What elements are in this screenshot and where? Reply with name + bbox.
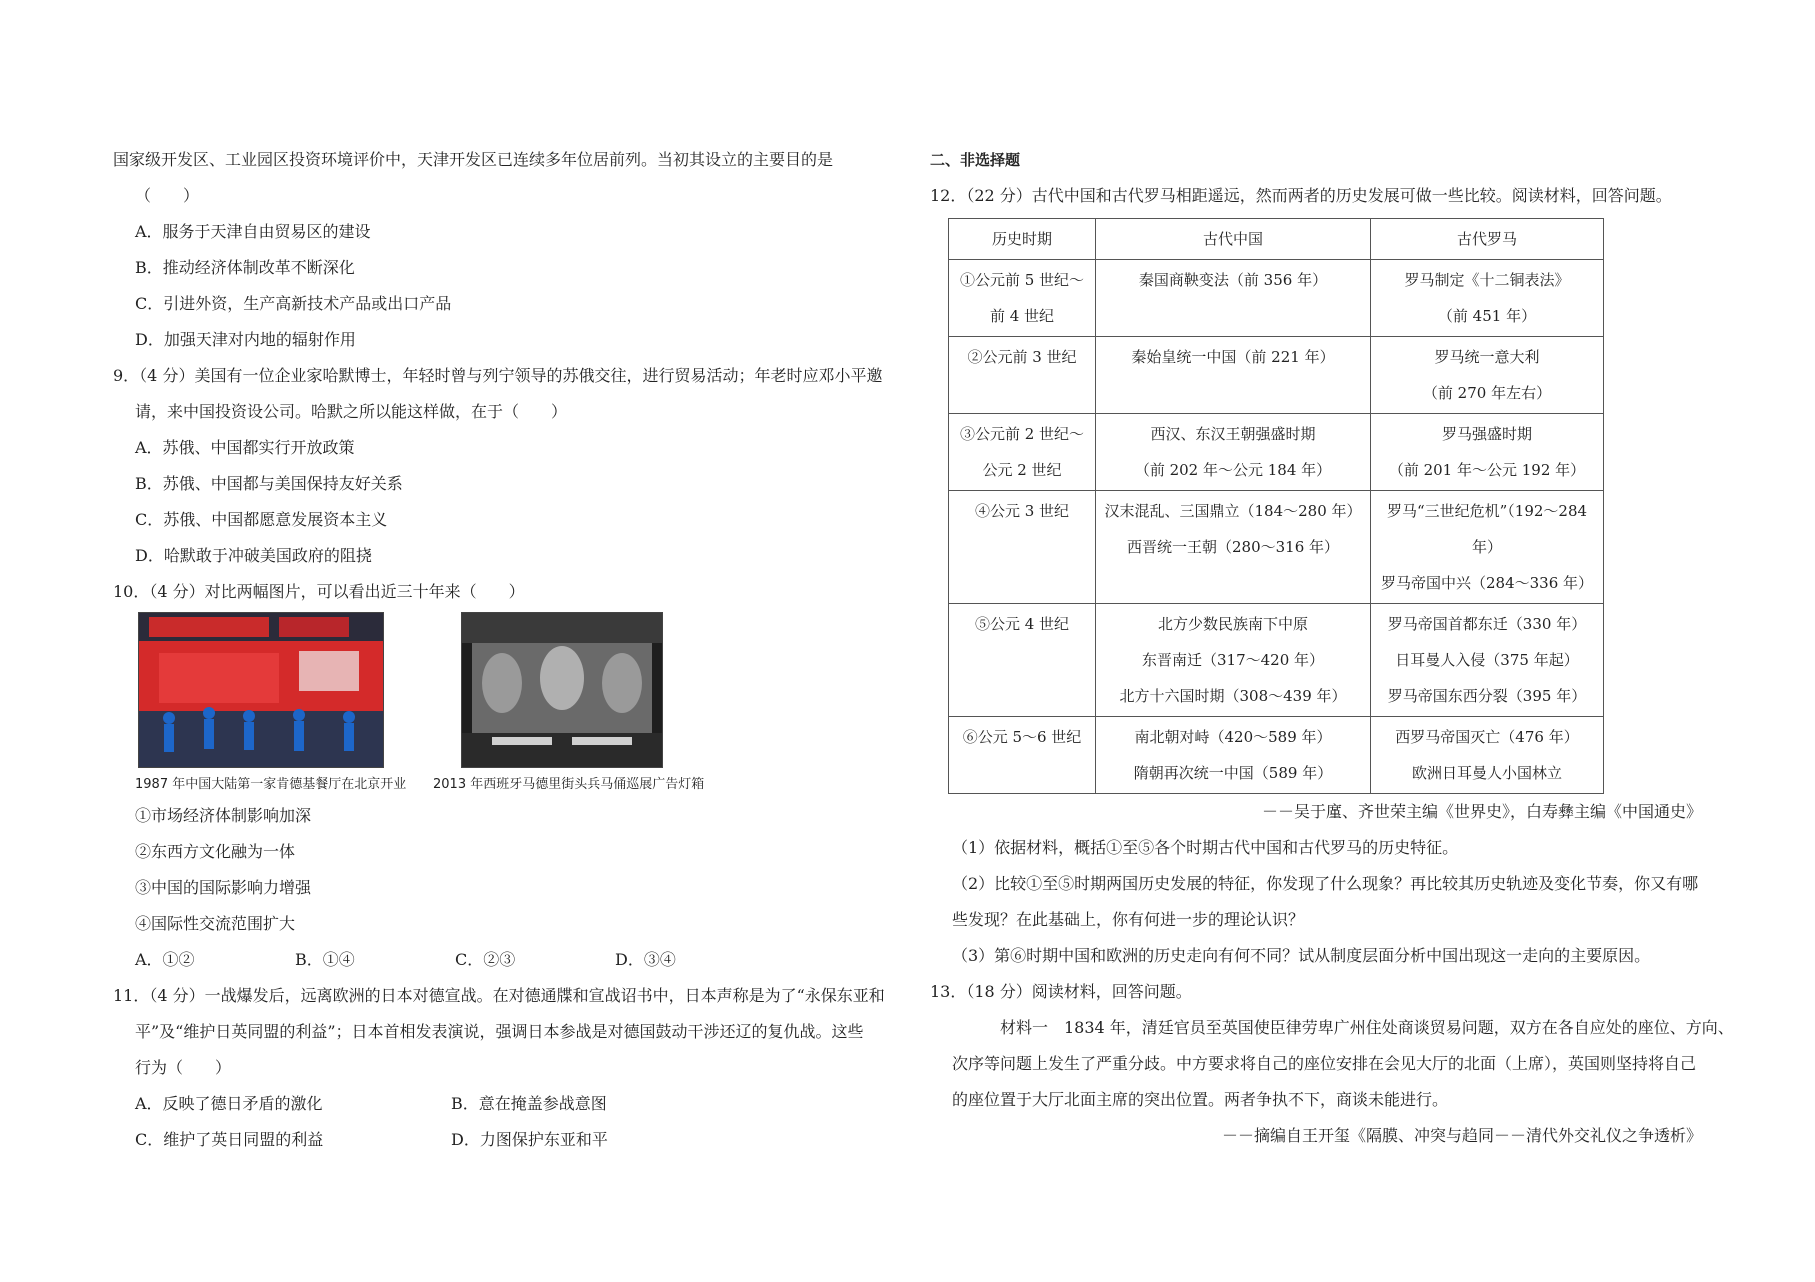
- q9-stem-line1: 9．（4 分）美国有一位企业家哈默博士，年轻时曾与列宁领导的苏俄交往，进行贸易活动；年老时应邓小平邀: [113, 366, 883, 385]
- terracotta-billboard-photo-image: [462, 613, 662, 767]
- cell-line: 公元 2 世纪: [982, 461, 1062, 479]
- cell-line: 前 4 世纪: [989, 307, 1055, 325]
- q8-stem-line2: （ ）: [135, 186, 200, 205]
- q11-stem-line3: 行为（ ）: [135, 1058, 232, 1077]
- cell-line: 罗马帝国首都东迁（330 年）: [1387, 615, 1587, 633]
- cell-line: 西罗马帝国灭亡（476 年）: [1395, 728, 1579, 746]
- table-cell-china: [1096, 260, 1371, 337]
- table-cell-rome: [1371, 491, 1604, 604]
- history-comparison-table: [948, 218, 1604, 794]
- q11-stem-line2: 平”及“维护日英同盟的利益”；日本首相发表演说，强调日本参战是对德国鼓动干涉还辽的复仇战。这些: [135, 1022, 864, 1041]
- q9-option-a: A．苏俄、中国都实行开放政策: [135, 438, 355, 457]
- cell-line: 北方十六国时期（308～439 年）: [1119, 687, 1347, 705]
- cell-line: ⑥公元 5～6 世纪: [962, 728, 1082, 746]
- q9-option-c: C．苏俄、中国都愿意发展资本主义: [135, 510, 388, 529]
- cell-line: （前 202 年～公元 184 年）: [1134, 461, 1332, 479]
- cell-line: 北方少数民族南下中原: [1157, 615, 1308, 633]
- q13-intro: 13．（18 分）阅读材料，回答问题。: [930, 982, 1192, 1001]
- q12-subquestion-2-line1: （2）比较①至⑤时期两国历史发展的特征，你发现了什么现象？再比较其历史轨迹及变化节奏，你又有哪: [952, 874, 1699, 893]
- q10-option-b: B．①④: [295, 950, 355, 969]
- cell-line: 罗马“三世纪危机”（192～284: [1386, 502, 1588, 520]
- table-cell-period: [949, 337, 1096, 414]
- cell-line: 西晋统一王朝（280～316 年）: [1126, 538, 1340, 556]
- table-cell-period: [949, 260, 1096, 337]
- cell-line: 日耳曼人入侵（375 年起）: [1395, 651, 1579, 669]
- table-row: [949, 491, 1604, 604]
- q11-option-a: A．反映了德日矛盾的激化: [135, 1094, 323, 1113]
- table-body: [949, 260, 1604, 794]
- q8-stem-line1: 国家级开发区、工业园区投资环境评价中，天津开发区已连续多年位居前列。当初其设立的主要目的是: [113, 150, 834, 169]
- q12-intro: 12．（22 分）古代中国和古代罗马相距遥远，然而两者的历史发展可做一些比较。阅读材料，回答问题。: [930, 186, 1672, 205]
- section-title: 二、非选择题: [930, 151, 1021, 169]
- cell-line: 罗马制定《十二铜表法》: [1404, 271, 1570, 289]
- q11-option-d: D．力图保护东亚和平: [451, 1130, 608, 1149]
- right-column: [930, 142, 1734, 1154]
- table-cell-period: [949, 414, 1096, 491]
- cell-line: 罗马强盛时期: [1441, 425, 1532, 443]
- table-row: [949, 337, 1604, 414]
- q12-subquestion-3: （3）第⑥时期中国和欧洲的历史走向有何不同？试从制度层面分析中国出现这一走向的主要原因。: [952, 946, 1651, 965]
- table-cell-period: [949, 491, 1096, 604]
- q9-option-d: D．哈默敢于冲破美国政府的阻挠: [135, 546, 372, 565]
- cell-line: 欧洲日耳曼人小国林立: [1411, 764, 1562, 782]
- q10-option-d: D．③④: [615, 950, 676, 969]
- cell-line: ④公元 3 世纪: [974, 502, 1070, 520]
- q13-source: －－摘编自王开玺《隔膜、冲突与趋同－－清代外交礼仪之争透析》: [1221, 1126, 1702, 1145]
- cell-line: 秦始皇统一中国（前 221 年）: [1131, 348, 1335, 366]
- table-cell-rome: [1371, 414, 1604, 491]
- q13-material1-line2: 次序等问题上发生了严重分歧。中方要求将自己的座位安排在会见大厅的北面（上席），英国则坚持将自己: [952, 1054, 1697, 1073]
- photo-caption-2: 2013 年西班牙马德里街头兵马俑巡展广告灯箱: [433, 777, 705, 792]
- cell-line: 罗马帝国东西分裂（395 年）: [1387, 687, 1587, 705]
- header-period: 历史时期: [949, 219, 1096, 260]
- cell-line: 南北朝对峙（420～589 年）: [1134, 728, 1332, 746]
- cell-line: ①公元前 5 世纪～: [959, 271, 1085, 289]
- q10-statement-3: ③中国的国际影响力增强: [135, 878, 312, 897]
- q9-stem-line2: 请，来中国投资设公司。哈默之所以能这样做，在于（ ）: [135, 402, 568, 421]
- table-row: [949, 414, 1604, 491]
- q12-subquestion-2-line2: 些发现？在此基础上，你有何进一步的理论认识？: [952, 910, 1305, 929]
- table-cell-rome: [1371, 337, 1604, 414]
- header-china: 古代中国: [1096, 219, 1371, 260]
- q13-material1-line1: 材料一 1834 年，清廷官员至英国使臣律劳卑广州住处商谈贸易问题，双方在各自应处的座位、方向、: [1000, 1018, 1734, 1037]
- q10-option-c: C．②③: [455, 950, 516, 969]
- q9-option-b: B．苏俄、中国都与美国保持友好关系: [135, 474, 403, 493]
- cell-line: 罗马统一意大利: [1434, 348, 1540, 366]
- cell-line: ②公元前 3 世纪: [967, 348, 1077, 366]
- cell-line: （前 201 年～公元 192 年）: [1388, 461, 1586, 479]
- q11-option-c: C．维护了英日同盟的利益: [135, 1130, 324, 1149]
- cell-line: ⑤公元 4 世纪: [974, 615, 1070, 633]
- q11-options-row2: [113, 1122, 903, 1158]
- left-column: [113, 142, 903, 1158]
- table-row: [949, 604, 1604, 717]
- table-cell-china: [1096, 414, 1371, 491]
- table-cell-china: [1096, 491, 1371, 604]
- kfc-beijing-photo: [138, 612, 384, 768]
- table-cell-china: [1096, 337, 1371, 414]
- cell-line: （前 451 年）: [1437, 307, 1537, 325]
- q12-subquestion-1: （1）依据材料，概括①至⑤各个时期古代中国和古代罗马的历史特征。: [952, 838, 1459, 857]
- cell-line: 东晋南迁（317～420 年）: [1141, 651, 1325, 669]
- terracotta-billboard-photo: [461, 612, 663, 768]
- q11-options-row1: [113, 1086, 903, 1122]
- photo-caption-1: 1987 年中国大陆第一家肯德基餐厅在北京开业: [135, 777, 407, 792]
- table-header-row: [949, 219, 1604, 260]
- table-cell-rome: [1371, 717, 1604, 794]
- table-cell-china: [1096, 604, 1371, 717]
- q8-option-d: D．加强天津对内地的辐射作用: [135, 330, 356, 349]
- cell-line: （前 270 年左右）: [1422, 384, 1552, 402]
- q10-stem: 10．（4 分）对比两幅图片，可以看出近三十年来（ ）: [113, 582, 525, 601]
- q11-option-b: B．意在掩盖参战意图: [451, 1094, 607, 1113]
- table-cell-china: [1096, 717, 1371, 794]
- header-rome: 古代罗马: [1371, 219, 1604, 260]
- table-cell-period: [949, 604, 1096, 717]
- q8-option-a: A．服务于天津自由贸易区的建设: [135, 222, 371, 241]
- cell-line: 隋朝再次统一中国（589 年）: [1133, 764, 1333, 782]
- q8-option-c: C．引进外资，生产高新技术产品或出口产品: [135, 294, 452, 313]
- cell-line: 年）: [1471, 538, 1502, 556]
- q10-statement-1: ①市场经济体制影响加深: [135, 806, 312, 825]
- kfc-beijing-photo-image: [139, 613, 383, 767]
- cell-line: 秦国商鞅变法（前 356 年）: [1138, 271, 1328, 289]
- q10-statement-2: ②东西方文化融为一体: [135, 842, 296, 861]
- table-row: [949, 260, 1604, 337]
- table-cell-rome: [1371, 260, 1604, 337]
- table-cell-rome: [1371, 604, 1604, 717]
- q11-stem-line1: 11．（4 分）一战爆发后，远离欧洲的日本对德宣战。在对德通牒和宣战诏书中，日本声称是为了“永保东亚和: [113, 986, 885, 1005]
- q8-option-b: B．推动经济体制改革不断深化: [135, 258, 355, 277]
- q10-option-a: A．①②: [135, 950, 195, 969]
- q10-options: [113, 942, 903, 978]
- q10-photos: [113, 612, 903, 772]
- cell-line: ③公元前 2 世纪～: [959, 425, 1085, 443]
- cell-line: 罗马帝国中兴（284～336 年）: [1380, 574, 1594, 592]
- q13-material1-line3: 的座位置于大厅北面主席的突出位置。两者争执不下，商谈未能进行。: [952, 1090, 1449, 1109]
- cell-line: 西汉、东汉王朝强盛时期: [1150, 425, 1316, 443]
- table-cell-period: [949, 717, 1096, 794]
- table-row: [949, 717, 1604, 794]
- q10-statement-4: ④国际性交流范围扩大: [135, 914, 296, 933]
- q10-captions: [113, 772, 903, 798]
- q12-source: －－吴于廑、齐世荣主编《世界史》，白寿彝主编《中国通史》: [1261, 802, 1702, 821]
- cell-line: 汉末混乱、三国鼎立（184～280 年）: [1104, 502, 1362, 520]
